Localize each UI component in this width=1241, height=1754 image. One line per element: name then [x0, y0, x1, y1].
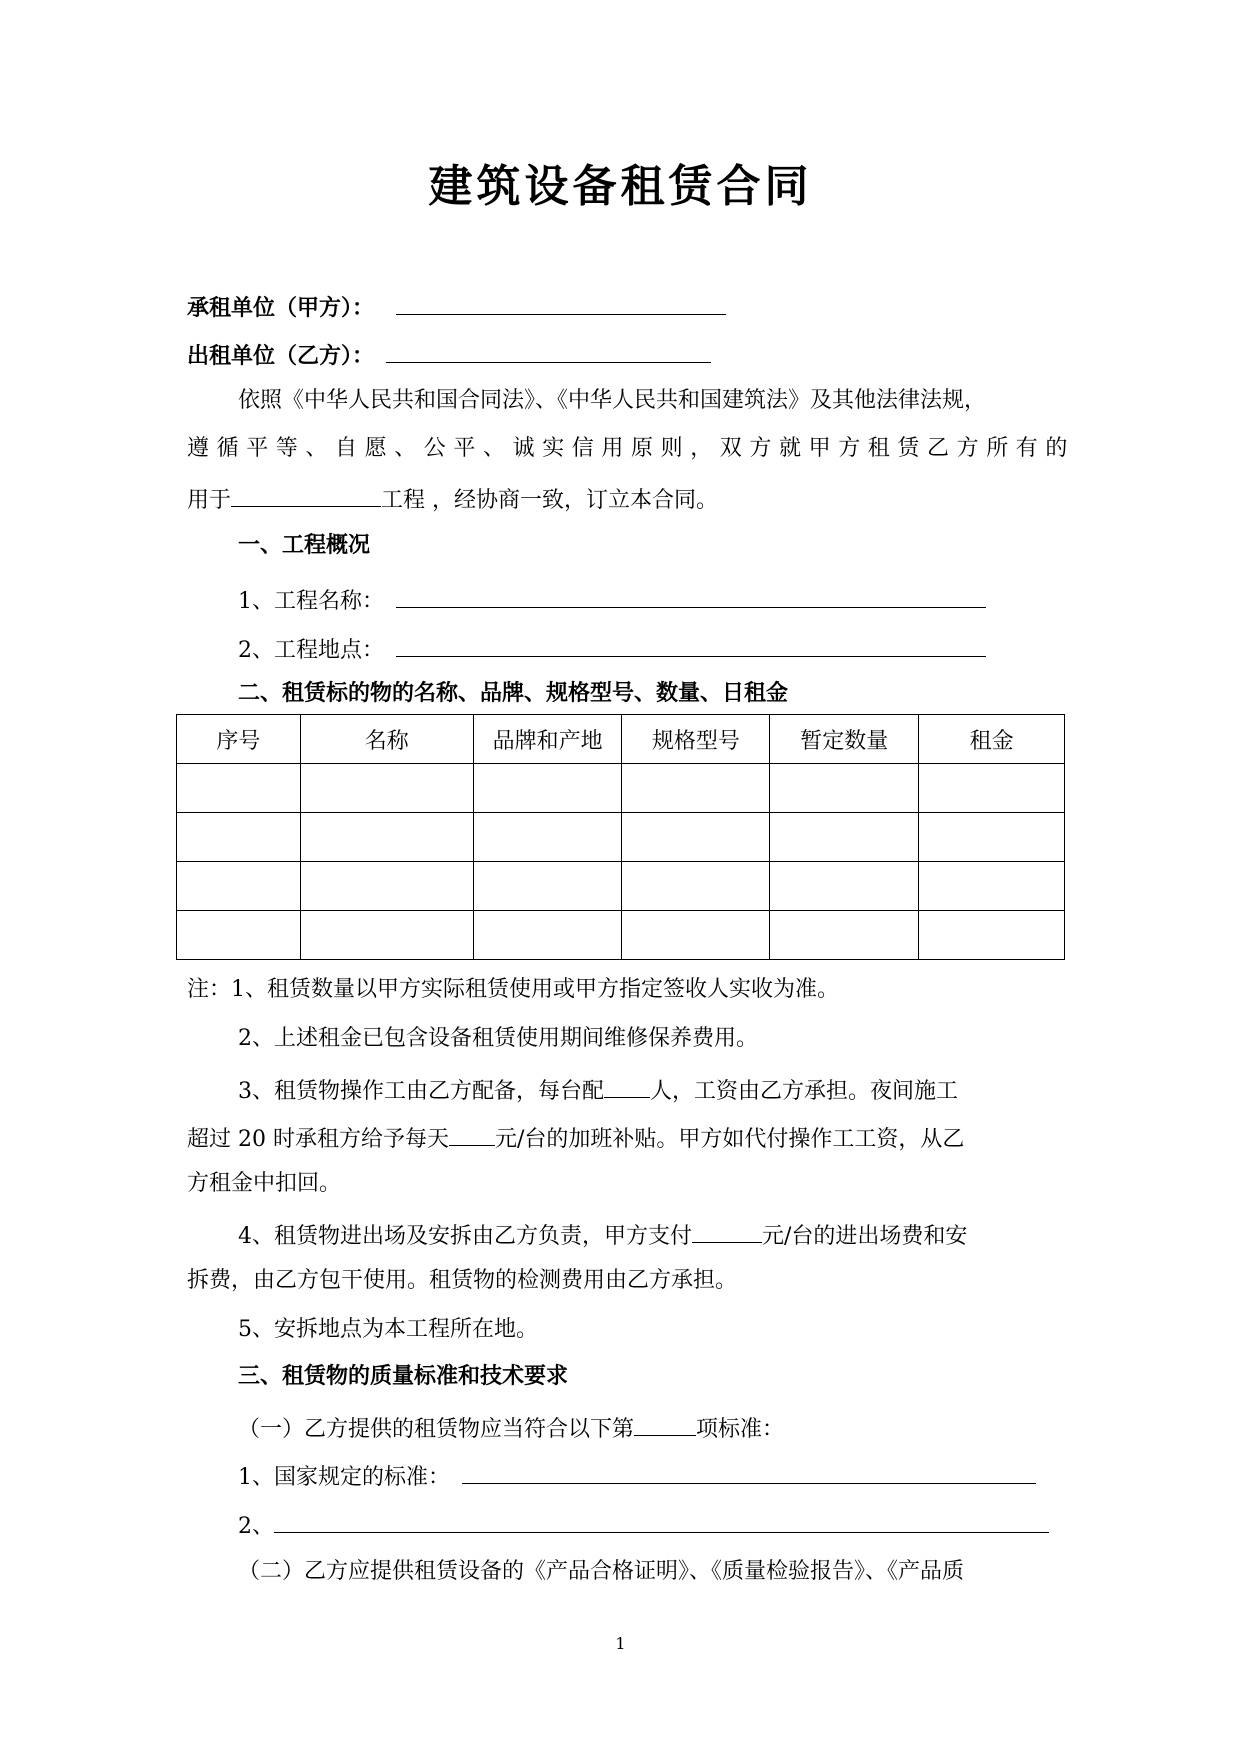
other-standard-label: 2、	[238, 1514, 274, 1539]
table-cell[interactable]	[919, 911, 1065, 960]
note-4-line-1	[238, 1218, 967, 1252]
intro-line-3	[187, 482, 718, 516]
section1-heading: 一、工程概况	[238, 533, 371, 558]
note-3-text-a: 3、租赁物操作工由乙方配备，每台配	[238, 1079, 604, 1104]
table-cell[interactable]	[473, 764, 622, 813]
note-3-line-2	[187, 1121, 964, 1155]
document-title: 建筑设备租赁合同	[428, 161, 813, 212]
table-cell[interactable]	[919, 862, 1065, 911]
section2-heading: 二、租赁标的物的名称、品牌、规格型号、数量、日租金	[238, 681, 789, 706]
lessee-line	[187, 290, 726, 324]
project-name-line	[238, 583, 986, 617]
col-header-brand: 品牌和产地	[473, 715, 622, 764]
note-1: 注：1、租赁数量以甲方实际租赁使用或甲方指定签收人实收为准。	[187, 977, 839, 1002]
table-row	[177, 813, 1065, 862]
table-header-row	[177, 715, 1065, 764]
note-3-text-b: 人，工资由乙方承担。夜间施工	[650, 1079, 959, 1104]
table-cell[interactable]	[770, 862, 919, 911]
other-standard-blank[interactable]	[274, 1508, 1049, 1533]
project-location-line	[238, 632, 986, 666]
table-cell[interactable]	[919, 813, 1065, 862]
lessee-blank[interactable]	[396, 290, 726, 315]
section3-para-1	[238, 1411, 784, 1445]
intro-suffix: 工程 ，经协商一致，订立本合同。	[381, 488, 719, 513]
lessee-label: 承租单位（甲方）：	[187, 296, 375, 321]
table-row	[177, 764, 1065, 813]
table-cell[interactable]	[473, 911, 622, 960]
lessor-line	[187, 338, 711, 372]
national-standard-label: 1、国家规定的标准：	[238, 1465, 450, 1490]
table-cell[interactable]	[300, 764, 473, 813]
rental-items-table	[176, 714, 1065, 960]
table-row	[177, 911, 1065, 960]
other-standard-line	[238, 1508, 1049, 1542]
table-cell[interactable]	[622, 862, 770, 911]
national-standard-line	[238, 1459, 1036, 1493]
table-cell[interactable]	[473, 813, 622, 862]
table-cell[interactable]	[622, 911, 770, 960]
col-header-seq: 序号	[177, 715, 301, 764]
table-cell[interactable]	[622, 813, 770, 862]
project-name-label: 1、工程名称：	[238, 589, 384, 614]
table-cell[interactable]	[770, 764, 919, 813]
col-header-rent: 租金	[919, 715, 1065, 764]
overtime-allowance-blank[interactable]	[449, 1121, 495, 1146]
note-3-text-d: 元/台的加班补贴。甲方如代付操作工工资，从乙	[494, 1127, 965, 1152]
project-location-blank[interactable]	[396, 632, 986, 657]
project-location-label: 2、工程地点：	[238, 638, 384, 663]
intro-line-2: 遵循平等、自愿、公平、诚实信用原则，双方就甲方租赁乙方所有的	[187, 436, 1076, 461]
intro-prefix: 用于	[187, 488, 232, 513]
note-3-text-c: 超过 20 时承租方给予每天	[187, 1127, 449, 1152]
section3-p1-text-a: （一）乙方提供的租赁物应当符合以下第	[238, 1417, 635, 1442]
table-row	[177, 862, 1065, 911]
entry-exit-fee-blank[interactable]	[692, 1218, 762, 1243]
note-3-line-1	[238, 1073, 958, 1107]
note-5: 5、安拆地点为本工程所在地。	[238, 1317, 538, 1342]
lessor-label: 出租单位（乙方）：	[187, 344, 375, 369]
table-cell[interactable]	[473, 862, 622, 911]
standard-number-blank[interactable]	[634, 1411, 696, 1436]
note-4-text-b: 元/台的进出场费和安	[762, 1224, 968, 1249]
table-cell[interactable]	[177, 764, 301, 813]
note-2: 2、上述租金已包含设备租赁使用期间维修保养费用。	[238, 1026, 758, 1051]
project-use-blank[interactable]	[231, 482, 381, 507]
table-cell[interactable]	[622, 764, 770, 813]
section3-para-2: （二）乙方应提供租赁设备的《产品合格证明》、《质量检验报告》、《产品质	[238, 1559, 965, 1584]
col-header-quantity: 暂定数量	[770, 715, 919, 764]
table-cell[interactable]	[300, 862, 473, 911]
section3-heading: 三、租赁物的质量标准和技术要求	[238, 1364, 569, 1389]
col-header-spec: 规格型号	[622, 715, 770, 764]
page-number: 1	[615, 1634, 626, 1653]
intro-line-1: 依照《中华人民共和国合同法》、《中华人民共和国建筑法》及其他法律法规，	[238, 388, 987, 413]
operators-per-unit-blank[interactable]	[604, 1073, 650, 1098]
section3-p1-text-b: 项标准：	[696, 1417, 785, 1442]
note-4-text-a: 4、租赁物进出场及安拆由乙方负责，甲方支付	[238, 1224, 692, 1249]
table-cell[interactable]	[770, 911, 919, 960]
lessor-blank[interactable]	[386, 338, 711, 363]
col-header-name: 名称	[300, 715, 473, 764]
table-cell[interactable]	[177, 911, 301, 960]
table-cell[interactable]	[177, 813, 301, 862]
note-4-line-2: 拆费，由乙方包干使用。租赁物的检测费用由乙方承担。	[187, 1268, 738, 1293]
table-cell[interactable]	[300, 813, 473, 862]
table-cell[interactable]	[770, 813, 919, 862]
project-name-blank[interactable]	[396, 583, 986, 608]
table-cell[interactable]	[919, 764, 1065, 813]
national-standard-blank[interactable]	[462, 1459, 1036, 1484]
note-3-line-3: 方租金中扣回。	[187, 1171, 342, 1196]
table-cell[interactable]	[177, 862, 301, 911]
table-cell[interactable]	[300, 911, 473, 960]
